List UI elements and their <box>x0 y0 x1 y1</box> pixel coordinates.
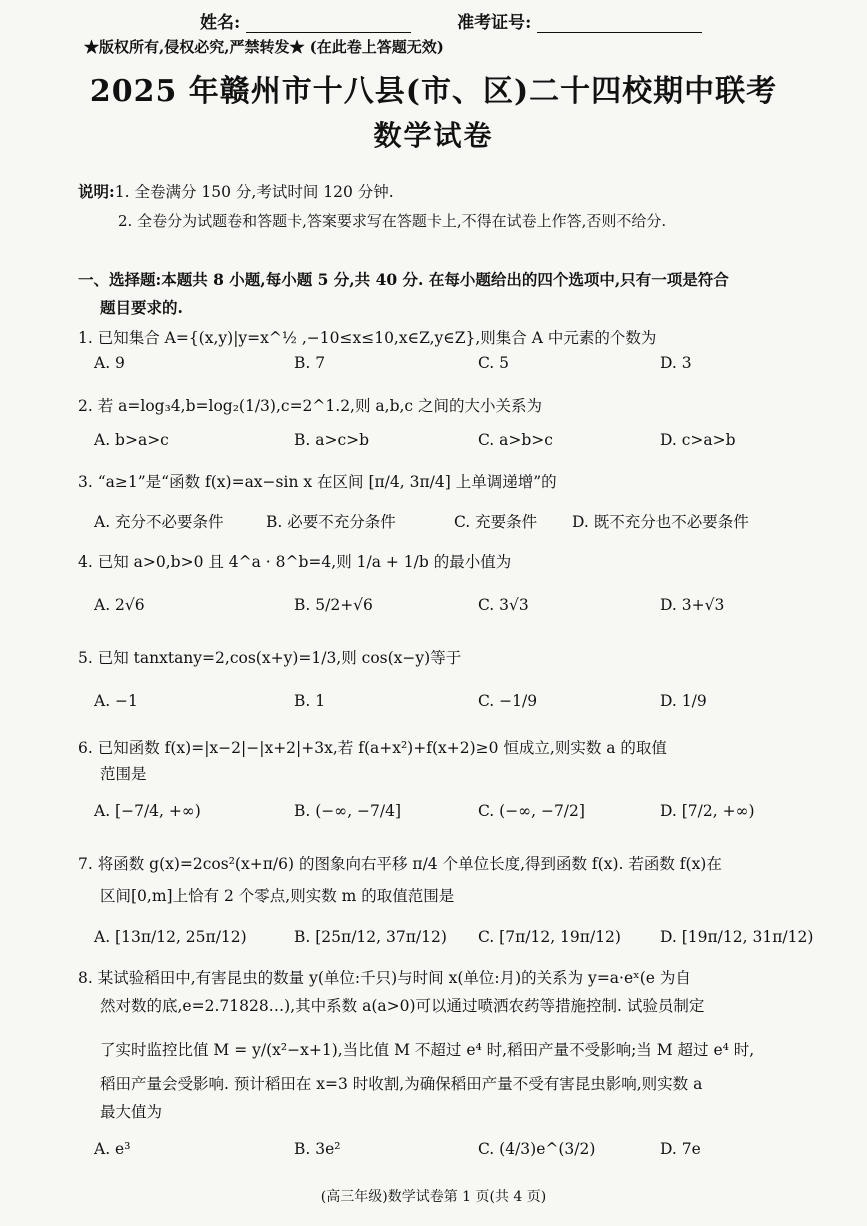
page-footer: (高三年级)数学试卷第 1 页(共 4 页) <box>320 1189 547 1205</box>
option-a: A. 9 <box>94 354 125 372</box>
instruction-2: 2. 全卷分为试题卷和答题卡,答案要求写在答题卡上,不得在试卷上作答,否则不给分. <box>118 212 667 230</box>
option-a: A. 充分不必要条件 <box>94 513 224 531</box>
option-a: A. [13π/12, 25π/12) <box>94 928 247 946</box>
option-a: A. 2√6 <box>94 596 145 614</box>
exam-subtitle: 数学试卷 <box>373 119 494 152</box>
question-8-stem-4: 稻田产量会受影响. 预计稻田在 x=3 时收割,为确保稻田产量不受有害昆虫影响,则实数 a <box>100 1075 703 1093</box>
option-d: D. 1/9 <box>660 692 707 710</box>
option-d: D. [19π/12, 31π/12) <box>660 928 814 946</box>
option-a: A. −1 <box>94 692 138 710</box>
option-c: C. 3√3 <box>478 596 529 614</box>
option-c: C. a>b>c <box>478 431 553 449</box>
question-8-stem-1: 8. 某试验稻田中,有害昆虫的数量 y(单位:千只)与时间 x(单位:月)的关系为 y=a·eˣ(e 为自 <box>78 969 691 987</box>
option-d: D. [7/2, +∞) <box>660 802 755 820</box>
option-d: D. 3+√3 <box>660 596 725 614</box>
option-c: C. [7π/12, 19π/12) <box>478 928 621 946</box>
option-c: C. (−∞, −7/2] <box>478 802 585 820</box>
option-d: D. c>a>b <box>660 431 736 449</box>
name-label: 姓名: <box>200 13 241 33</box>
option-a: A. [−7/4, +∞) <box>94 802 201 820</box>
option-b: B. 7 <box>294 354 326 372</box>
question-6-stem-2: 范围是 <box>100 765 147 783</box>
section-heading-line2: 题目要求的. <box>100 298 183 317</box>
option-d: D. 既不充分也不必要条件 <box>572 513 749 531</box>
question-7-stem-2: 区间[0,m]上恰有 2 个零点,则实数 m 的取值范围是 <box>100 887 455 905</box>
option-b: B. 1 <box>294 692 326 710</box>
question-5-stem: 5. 已知 tanxtany=2,cos(x+y)=1/3,则 cos(x−y)等于 <box>78 649 462 667</box>
exam-id-label: 准考证号: <box>457 13 532 33</box>
question-6-stem-1: 6. 已知函数 f(x)=|x−2|−|x+2|+3x,若 f(a+x²)+f(x+2)≥0 恒成立,则实数 a 的取值 <box>78 739 667 757</box>
instruction-label: 说明: <box>78 182 115 201</box>
instruction-1: 说明:1. 全卷满分 150 分,考试时间 120 分钟. <box>78 182 394 201</box>
name-blank <box>246 14 411 33</box>
question-1-stem: 1. 已知集合 A={(x,y)|y=x^½ ,−10≤x≤10,x∈Z,y∈Z},则集合 A 中元素的个数为 <box>78 329 657 347</box>
question-3-stem: 3. “a≥1”是“函数 f(x)=ax−sin x 在区间 [π/4, 3π/4] 上单调递增”的 <box>78 473 557 491</box>
question-7-stem-1: 7. 将函数 g(x)=2cos²(x+π/6) 的图象向右平移 π/4 个单位长度,得到函数 f(x). 若函数 f(x)在 <box>78 855 722 873</box>
option-b: B. (−∞, −7/4] <box>294 802 402 820</box>
option-c: C. (4/3)e^(3/2) <box>478 1140 596 1158</box>
exam-title: 2025 年赣州市十八县(市、区)二十四校期中联考 <box>89 74 778 109</box>
option-b: B. 3e² <box>294 1140 341 1158</box>
option-a: A. e³ <box>94 1140 131 1158</box>
option-b: B. a>c>b <box>294 431 370 449</box>
question-2-stem: 2. 若 a=log₃4,b=log₂(1/3),c=2^1.2,则 a,b,c 之间的大小关系为 <box>78 397 543 415</box>
option-d: D. 3 <box>660 354 692 372</box>
option-b: B. 必要不充分条件 <box>266 513 396 531</box>
option-a: A. b>a>c <box>94 431 169 449</box>
exam-id-blank <box>537 14 702 33</box>
question-8-stem-5: 最大值为 <box>100 1103 163 1121</box>
option-c: C. 充要条件 <box>454 513 538 531</box>
option-b: B. [25π/12, 37π/12) <box>294 928 447 946</box>
copyright-notice: ★版权所有,侵权必究,严禁转发★ (在此卷上答题无效) <box>84 38 444 56</box>
question-4-stem: 4. 已知 a>0,b>0 且 4^a · 8^b=4,则 1/a + 1/b 的最小值为 <box>78 553 512 571</box>
option-c: C. −1/9 <box>478 692 538 710</box>
section-heading-line1: 一、选择题:本题共 8 小题,每小题 5 分,共 40 分. 在每小题给出的四个选项中,只有一项是符合 <box>78 270 729 289</box>
question-8-stem-3: 了实时监控比值 M = y/(x²−x+1),当比值 M 不超过 e⁴ 时,稻田产量不受影响;当 M 超过 e⁴ 时, <box>100 1041 755 1059</box>
option-d: D. 7e <box>660 1140 701 1158</box>
question-8-stem-2: 然对数的底,e=2.71828…),其中系数 a(a>0)可以通过喷洒农药等措施控制. 试验员制定 <box>100 997 705 1015</box>
option-b: B. 5/2+√6 <box>294 596 373 614</box>
option-c: C. 5 <box>478 354 510 372</box>
candidate-info-line <box>200 8 742 33</box>
